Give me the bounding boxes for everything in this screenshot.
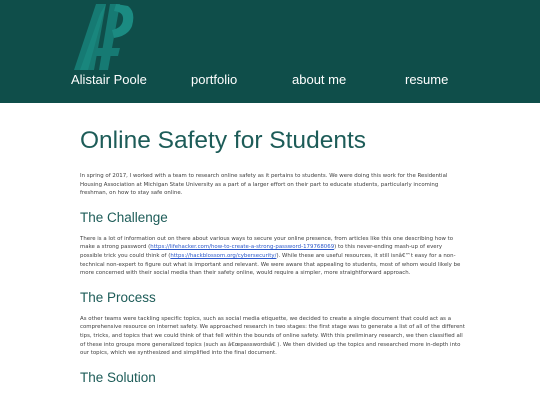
process-heading: The Process bbox=[80, 289, 156, 305]
challenge-text-1: There is a lot of information out on there about various ways to secure your online presence, from articles like this one describing how to make a strong password ( bbox=[80, 235, 454, 251]
site-header bbox=[0, 0, 540, 103]
nav-about-link[interactable]: about me bbox=[292, 72, 347, 87]
challenge-text-2: ) to this never-ending mash-up of every possible trick you could think of ( bbox=[80, 244, 443, 259]
main-nav bbox=[0, 72, 540, 90]
nav-portfolio-link[interactable]: portfolio bbox=[191, 72, 238, 87]
nav-home-link[interactable]: Alistair Poole bbox=[71, 72, 147, 87]
ap-monogram-logo-icon[interactable] bbox=[66, 2, 136, 72]
nav-resume-link[interactable]: resume bbox=[405, 72, 449, 87]
hackblossom-link[interactable]: https://hackblossom.org/cybersecurity/ bbox=[170, 252, 277, 259]
lifehacker-link[interactable]: https://lifehacker.com/how-to-create-a-strong-password-179768069 bbox=[150, 244, 335, 251]
article-content bbox=[80, 103, 465, 386]
solution-heading: The Solution bbox=[80, 369, 156, 385]
process-paragraph: As other teams were tackling specific topics, such as social media etiquette, we decided to create a single document that could act as a comprehensive resource on internet safety. We approached research in two stages: the first stage was to generate a list of all of the different tips, tricks, and topics that we could think of that fell within the bounds of online safety. With this preliminary research, we then classified all of these into groups more generalized topics (such as â€œpasswordsâ€ ). We then divided up the topics and researched more in-depth into our topics, which we synthesized and simplified into the final document. bbox=[80, 315, 465, 357]
page-title: Online Safety for Students bbox=[80, 127, 366, 154]
challenge-text-3: ). While these are useful resources, it still isnâ€™t easy for a non-technical non-expert to figure out what is important and relevant. We were aware that appealing to students, most of whom would likely be more concerned with their social media than their safety online, would require a simpler, more straightforward approach. bbox=[80, 252, 461, 277]
challenge-heading: The Challenge bbox=[80, 209, 168, 225]
challenge-paragraph bbox=[80, 235, 465, 278]
intro-paragraph: In spring of 2017, I worked with a team to research online safety as it pertains to students. We were doing this work for the Residential Housing Association at Michigan State University as a part of a larger effort on their part to educate students, particularly incoming freshman, on how to stay safe online. bbox=[80, 173, 448, 197]
